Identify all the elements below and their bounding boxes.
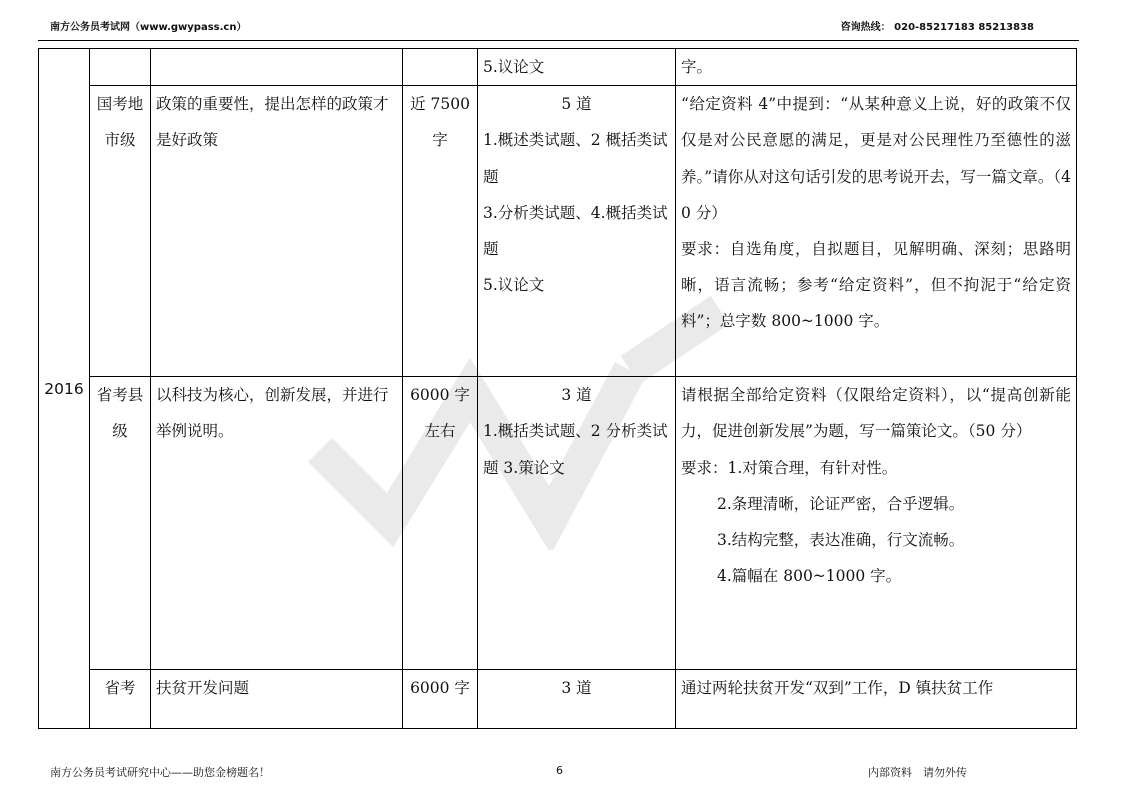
hotline-numbers: 020-85217183 85213838: [894, 22, 1034, 33]
header-org: 南方公务员考试网（www.gwypass.cn）: [50, 22, 247, 33]
requirement-paragraph: “给定资料 4”中提到：“从某种意义上说，好的政策不仅仅是对公民意愿的满足，更是对公民理性乃至德性的滋养。”请你从对这句话引发的思考说开去，写一篇文章。（40 分）: [681, 95, 1071, 222]
requirement-cell: [676, 377, 1077, 670]
requirement-paragraph: 要求：自选角度，自拟题目，见解明确、深刻；思路明晰，语言流畅；参考“给定资料”，但不拘泥于“给定资料”；总字数 800~1000 字。: [681, 240, 1071, 331]
topic-cell: [151, 49, 403, 86]
type-line: 3.分析类试题、4.概括类试题: [483, 203, 668, 259]
types-cell: [478, 377, 676, 670]
requirement-item: 4.篇幅在 800~1000 字。: [717, 567, 902, 586]
footer-confidential: 内部资料 请勿外传: [868, 766, 967, 779]
table-row: [39, 49, 1077, 86]
year-cell: 2016: [39, 49, 90, 729]
types-cell: [478, 86, 676, 377]
header-rule: [38, 40, 1079, 41]
table-row: [39, 377, 1077, 670]
requirement-paragraph: 请根据全部给定资料（仅限给定资料），以“提高创新能力，促进创新发展”为题，写一篇策论文。（50 分）: [681, 386, 1071, 441]
type-line: 1.概述类试题、2 概括类试题: [483, 131, 668, 186]
page-number: 6: [556, 764, 563, 777]
topic-cell: 政策的重要性，提出怎样的政策才是好政策: [151, 86, 403, 377]
requirement-cell: 字。: [676, 49, 1077, 86]
topic-cell: 扶贫开发问题: [151, 670, 403, 729]
types-cell: 5.议论文: [478, 49, 676, 86]
requirement-cell: [676, 86, 1077, 377]
question-count: 5 道: [561, 95, 592, 114]
question-count: 3 道: [561, 386, 592, 405]
types-cell: 3 道: [478, 670, 676, 729]
requirement-item: 2.条理清晰，论证严密，合乎逻辑。: [717, 494, 965, 513]
exam-table: [38, 48, 1077, 729]
requirement-cell: 通过两轮扶贫开发“双到”工作，D 镇扶贫工作: [676, 670, 1077, 729]
exam-cell: 省考: [90, 670, 151, 729]
length-cell: [403, 49, 478, 86]
exam-cell: 国考地市级: [90, 86, 151, 377]
type-line: 5.议论文: [483, 276, 545, 295]
footer-slogan: 南方公务员考试研究中心——助您金榜题名！: [50, 766, 270, 779]
header-hotline: [841, 18, 1034, 33]
length-cell: 6000 字左右: [403, 377, 478, 670]
table-row: [39, 86, 1077, 377]
exam-cell: 省考县级: [90, 377, 151, 670]
exam-cell: [90, 49, 151, 86]
length-cell: 近 7500 字: [403, 86, 478, 377]
requirement-item: 3.结构完整，表达准确，行文流畅。: [717, 531, 965, 550]
hotline-label: 咨询热线：: [840, 22, 891, 33]
length-cell: 6000 字: [403, 670, 478, 729]
topic-cell: 以科技为核心，创新发展，并进行举例说明。: [151, 377, 403, 670]
table-row: [39, 670, 1077, 729]
type-line: 1.概括类试题、2 分析类试题 3.策论文: [483, 422, 668, 477]
requirement-paragraph: 要求：1.对策合理，有针对性。: [681, 458, 898, 477]
